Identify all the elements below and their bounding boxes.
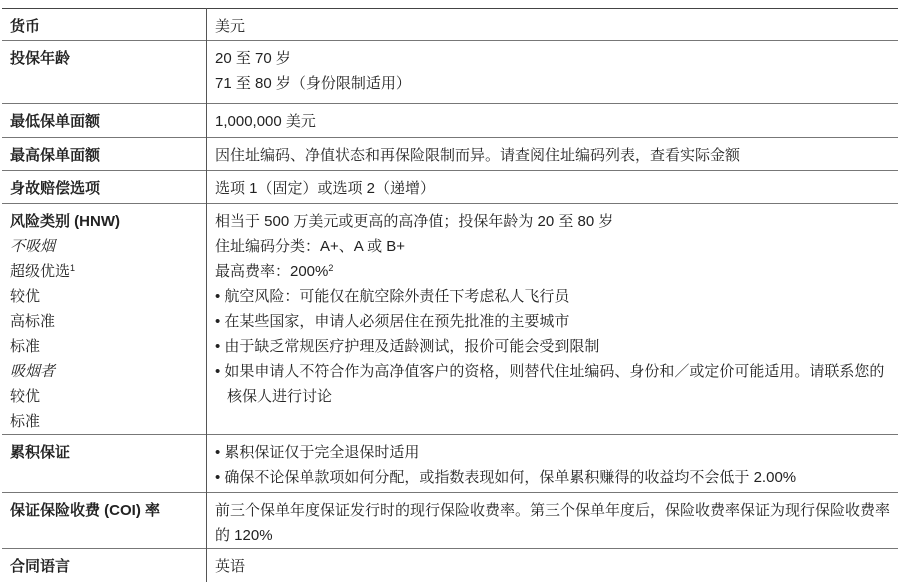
row-value: 美元 bbox=[207, 9, 899, 41]
footnote-marker: 2 bbox=[328, 263, 334, 273]
row-value bbox=[207, 204, 899, 435]
row-label: 身故赔偿选项 bbox=[2, 171, 207, 204]
row-value: 选项 1（固定）或选项 2（递增） bbox=[207, 171, 899, 204]
row-value bbox=[207, 41, 899, 104]
risk-class: 标准 bbox=[10, 338, 41, 355]
row-label: 最高保单面额 bbox=[2, 138, 207, 171]
row-value: 1,000,000 美元 bbox=[207, 104, 899, 138]
row-value: 英语 bbox=[207, 549, 899, 582]
table-row bbox=[2, 171, 898, 204]
row-label: 累积保证 bbox=[2, 435, 207, 493]
risk-class: 较优 bbox=[10, 388, 41, 405]
value-line: 相当于 500 万美元或更高的高净值；投保年龄为 20 至 80 岁 bbox=[215, 213, 614, 230]
value-line bbox=[215, 259, 890, 284]
row-value: 前三个保单年度保证发行时的现行保险收费率。第三个保单年度后，保险收费率保证为现行保险收费率的 120% bbox=[207, 493, 899, 549]
row-label: 合同语言 bbox=[2, 549, 207, 582]
bullet-item: • 累积保证仅于完全退保时适用 bbox=[215, 440, 890, 465]
row-value: 因住址编码、净值状态和再保险限制而异。请查阅住址编码列表，查看实际金额 bbox=[207, 138, 899, 171]
risk-class-name: 超级优选 bbox=[10, 263, 71, 280]
row-label: 最低保单面额 bbox=[2, 104, 207, 138]
max-rate: 最高费率：200% bbox=[215, 263, 329, 280]
table-row bbox=[2, 41, 898, 104]
risk-class bbox=[10, 259, 198, 284]
table-row bbox=[2, 9, 898, 41]
footnote-marker: 1 bbox=[70, 263, 76, 273]
bullet-item: • 航空风险：可能仅在航空除外责任下考虑私人飞行员 bbox=[215, 284, 890, 309]
value-line: 住址编码分类：A+、A 或 B+ bbox=[215, 238, 406, 255]
nonsmoker-label: 不吸烟 bbox=[10, 238, 56, 255]
row-label bbox=[2, 204, 207, 435]
table-row bbox=[2, 104, 898, 138]
risk-class: 较优 bbox=[10, 288, 41, 305]
table-row bbox=[2, 435, 898, 493]
bullet-item: • 如果申请人不符合作为高净值客户的资格，则替代住址编码、身份和／或定价可能适用。请联系您的核保人进行讨论 bbox=[215, 359, 890, 409]
table-row bbox=[2, 204, 898, 435]
table-row bbox=[2, 549, 898, 582]
bullet-item: • 确保不论保单款项如何分配，或指数表现如何，保单累积赚得的收益均不会低于 2.00% bbox=[215, 465, 890, 490]
row-value bbox=[207, 435, 899, 493]
risk-class: 高标准 bbox=[10, 313, 56, 330]
row-label: 投保年龄 bbox=[2, 41, 207, 104]
row-label: 保证保险收费 (COI) 率 bbox=[2, 493, 207, 549]
table-row bbox=[2, 493, 898, 549]
smoker-label: 吸烟者 bbox=[10, 363, 56, 380]
row-label: 货币 bbox=[2, 9, 207, 41]
bullet-item: • 由于缺乏常规医疗护理及适龄测试，报价可能会受到限制 bbox=[215, 334, 890, 359]
product-spec-table bbox=[2, 8, 898, 582]
risk-class: 标准 bbox=[10, 413, 41, 430]
bullet-item: • 在某些国家，申请人必须居住在预先批准的主要城市 bbox=[215, 309, 890, 334]
table-row bbox=[2, 138, 898, 171]
value-line: 20 至 70 岁 bbox=[215, 50, 291, 67]
risk-class-title: 风险类别 (HNW) bbox=[10, 213, 120, 230]
value-line: 71 至 80 岁（身份限制适用） bbox=[215, 75, 411, 92]
